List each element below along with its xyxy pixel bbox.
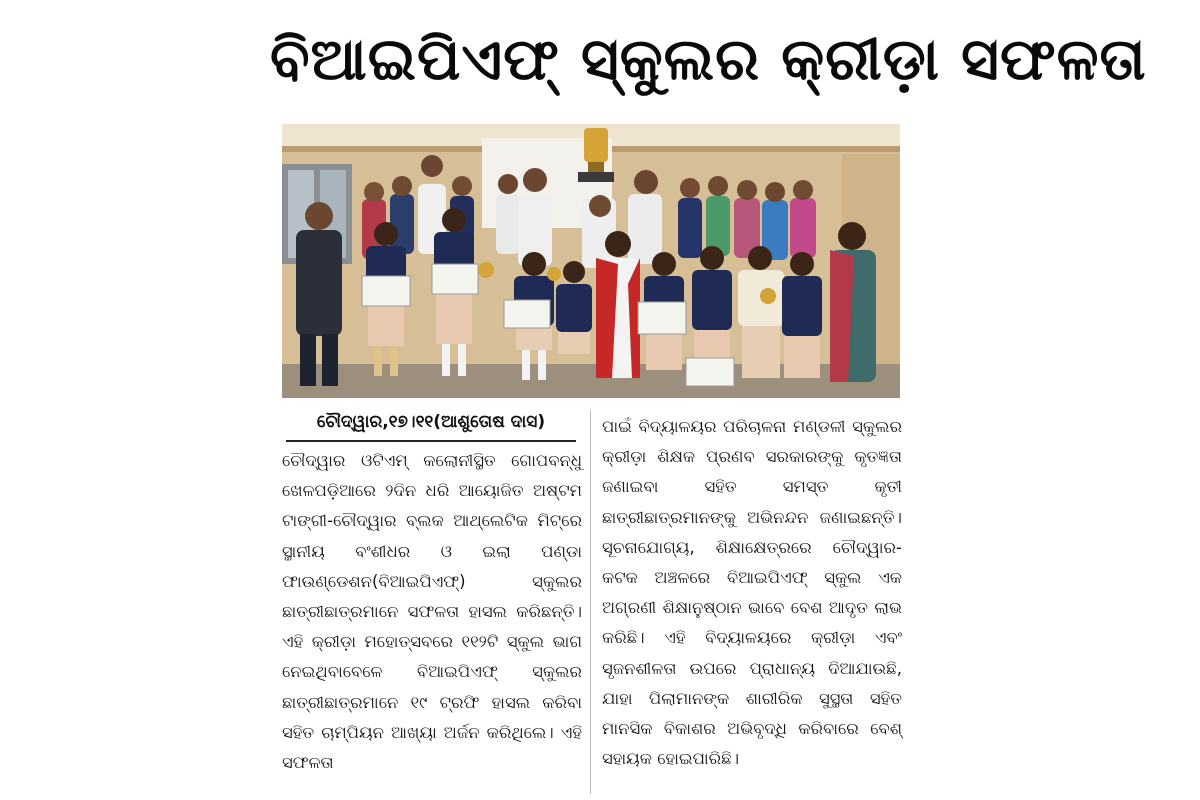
column-divider [590,410,591,794]
headline: ବିଆଇପିଏଫ୍ ସ୍କୁଲର କ୍ରୀଡ଼ା ସଫଳତା [270,25,1147,93]
group-photo [282,124,900,398]
article-column-right: ପାଇଁ ବିଦ୍ୟାଳୟର ପରିଚାଳନା ମଣ୍ଡଳୀ ସ୍କୁଲର କ୍ରୀଡ଼ା ଶିକ୍ଷକ ପ୍ରଣବ ସରକାରଙ୍କୁ କୃତଜ୍ଞତା ଜଣାଇବା ସହିତ ସମସ୍ତ କୃତୀ ଛାତ୍ରୀଛାତ୍ରମାନଙ୍କୁ ଅଭିନନ୍ଦନ ଜଣାଇଛନ୍ତି। ସୂଚନାଯୋଗ୍ୟ, ଶିକ୍ଷାକ୍ଷେତ୍ରରେ ଚୌଦ୍ୱାର-କଟକ ଅଞ୍ଚଳରେ ବିଆଇପିଏଫ୍ ସ୍କୁଲ ଏକ ଅଗ୍ରଣୀ ଶିକ୍ଷାନୁଷ୍ଠାନ ଭାବେ ବେଶ ଆଦୃତ ଲାଭ କରିଛି। ଏହି ବିଦ୍ୟାଳୟରେ କ୍ରୀଡ଼ା ଏବଂ ସୃଜନଶୀଳତା ଉପରେ ପ୍ରାଧାନ୍ୟ ଦିଆଯାଉଛି, ଯାହା ପିଲାମାନଙ୍କ ଶାରୀରିକ ସୁସ୍ଥତା ସହିତ ମାନସିକ ବିକାଶର ଅଭିବୃଦ୍ଧି କରିବାରେ ବେଶ୍ ସହାୟକ ହୋଇପାରିଛି। [602,417,902,769]
byline: ଚୌଦ୍ୱାର,୧୭।୧୧(ଆଶୁତୋଷ ଦାସ) [286,406,576,442]
newspaper-clipping [270,0,1147,800]
article-column-left: ଚୌଦ୍ୱାର ଓଟିଏମ୍ କଲୋନୀସ୍ଥିତ ଗୋପବନ୍ଧୁ ଖେଳପଡ଼ିଆରେ ୨ଦିନ ଧରି ଆୟୋଜିତ ଅଷ୍ଟମ ଟାଙ୍ଗୀ-ଚୌଦ୍ୱାର ବ୍ଲକ ଆଥ୍ଲେଟିକ ମିଟ୍‌ରେ ସ୍ଥାନୀୟ ବଂଶୀଧର ଓ ଇଲା ପଣ୍ଡା ଫାଉଣ୍ଡେଶନ(ବିଆଇପିଏଫ୍) ସ୍କୁଲର ଛାତ୍ରୀଛାତ୍ରମାନେ ସଫଳତା ହାସଲ କରିଛନ୍ତି। ଏହି କ୍ରୀଡ଼ା ମହୋତ୍ସବରେ ୧୧୨ଟି ସ୍କୁଲ ଭାଗ ନେଇଥିବାବେଳେ ବିଆଇପିଏଫ୍ ସ୍କୁଲର ଛାତ୍ରୀଛାତ୍ରମାନେ ୧୯ ଟ୍ରଫି ହାସଲ କରିବା ସହିତ ଚାମ୍ପିୟନ ଆଖ୍ୟା ଅର୍ଜନ କରିଥିଲେ। ଏହି ସଫଳତା [282,451,582,773]
